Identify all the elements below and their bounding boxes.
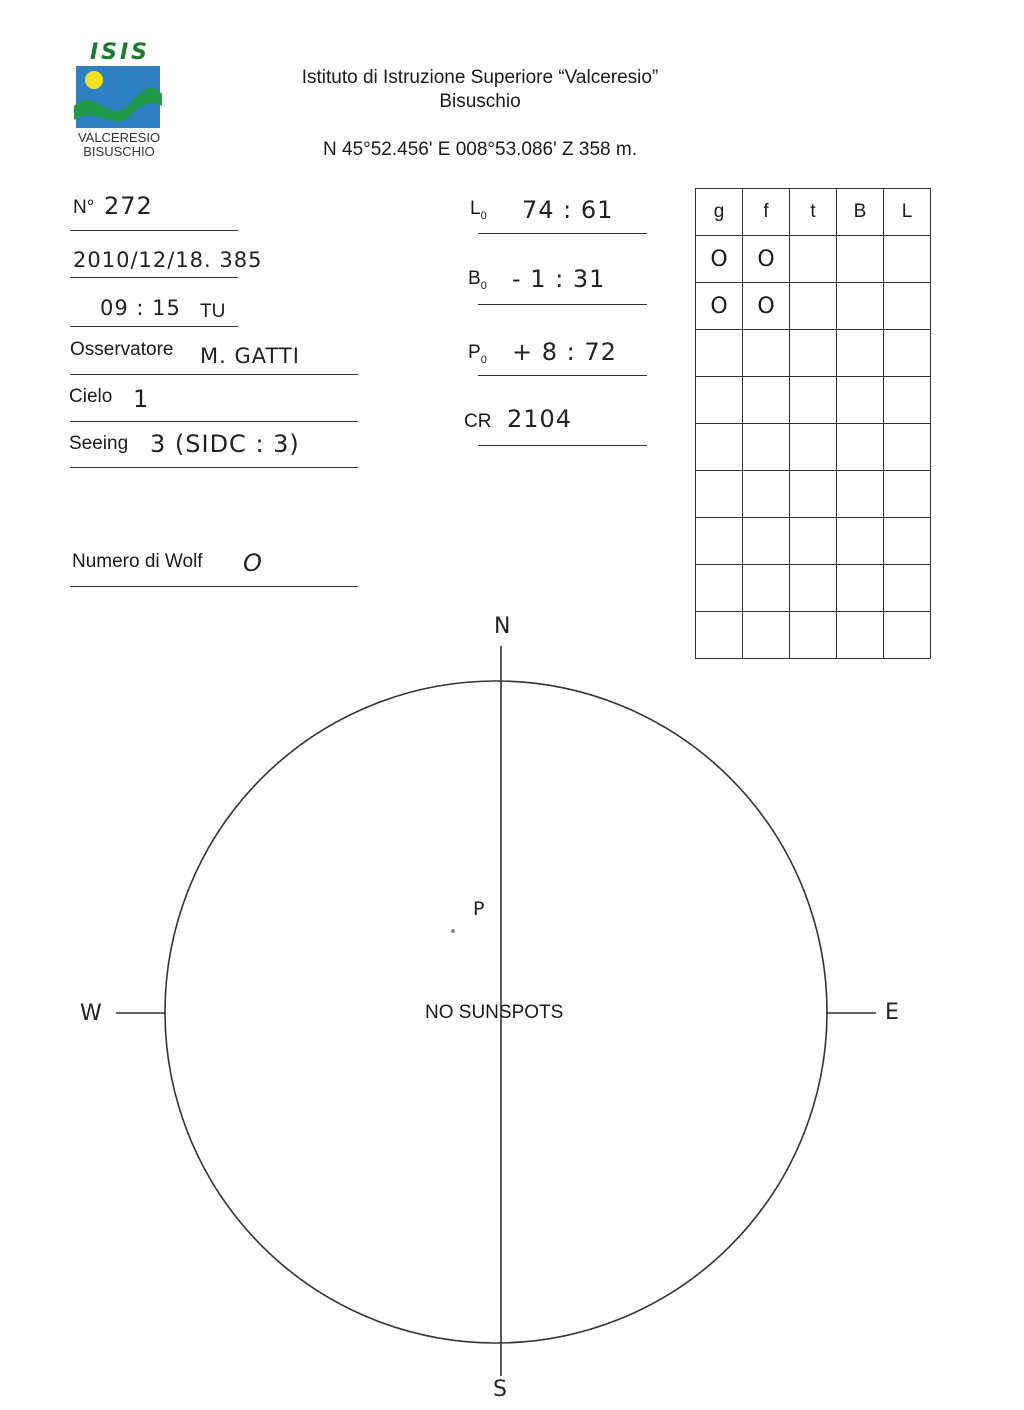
p0-label: $P_0$ (468, 342, 487, 366)
observer-value: M. GATTI (200, 344, 300, 368)
b0-value: - 1 : 31 (512, 265, 606, 293)
header-g: g (696, 189, 743, 236)
north-label: N (494, 614, 512, 639)
header-l: L (884, 189, 931, 236)
east-label: E (885, 1000, 900, 1025)
south-label: S (493, 1377, 508, 1402)
table-cell: O (743, 236, 790, 283)
table-cell: O (743, 283, 790, 330)
p0-value: + 8 : 72 (512, 338, 617, 366)
observer-label: Osservatore (70, 339, 174, 360)
wolf-label: Numero di Wolf (72, 551, 203, 572)
sky-label: Cielo (69, 386, 113, 407)
time-value: 09 : 15 (100, 296, 181, 320)
sky-value: 1 (133, 385, 150, 413)
institute-town: Bisuschio (439, 91, 521, 112)
logo-line2: BISUSCHIO (83, 144, 155, 159)
l0-value: 74 : 61 (522, 196, 614, 224)
no-sunspots-note: NO SUNSPOTS (425, 1002, 564, 1023)
table-cell: O (696, 283, 743, 330)
logo-top-text: ISIS (89, 40, 151, 65)
wolf-value: O (243, 549, 263, 577)
l0-label: $L_0$ (470, 198, 487, 222)
pole-dot (451, 929, 455, 933)
b0-label: $B_0$ (468, 268, 487, 292)
logo-line1: VALCERESIO (77, 130, 161, 145)
west-label: W (80, 1001, 103, 1026)
header-f: f (743, 189, 790, 236)
time-unit: TU (200, 301, 226, 322)
number-value: 272 (104, 192, 153, 220)
seeing-label: Seeing (69, 433, 129, 454)
cr-label: CR (464, 411, 492, 432)
pole-mark: P (473, 898, 486, 920)
number-label: N° (73, 197, 95, 218)
institute-name: Istituto di Istruzione Superiore “Valceresio” (301, 67, 659, 88)
cr-value: 2104 (507, 405, 573, 433)
seeing-value: 3 (SIDC : 3) (150, 430, 300, 458)
table-cell: O (696, 236, 743, 283)
site-coordinates: N 45°52.456' E 008°53.086' Z 358 m. (323, 139, 637, 160)
header-b: B (837, 189, 884, 236)
date-value: 2010/12/18. 385 (73, 248, 263, 272)
header-t: t (790, 189, 837, 236)
